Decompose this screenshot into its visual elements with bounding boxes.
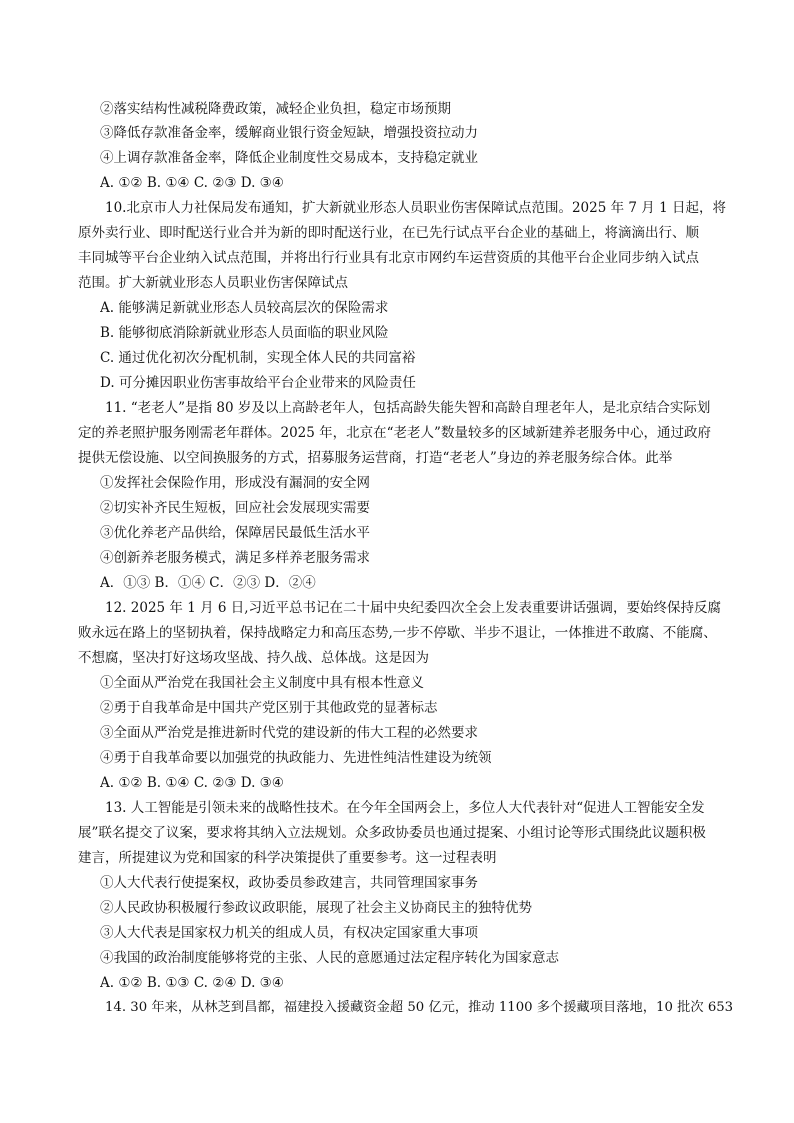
q12-stem-line-1: 12. 2025 年 1 月 6 日,习近平总书记在二十届中央纪委四次全会上发表重要讲话强调，要始终保持反腐 <box>105 600 722 616</box>
q12-item-1: ①全面从严治党在我国社会主义制度中具有根本性意义 <box>100 675 424 691</box>
q9-option-4: ④上调存款准备金率，降低企业制度性交易成本，支持稳定就业 <box>100 150 478 166</box>
q13-item-3: ③人大代表是国家权力机关的组成人员，有权决定国家重大事项 <box>100 925 478 941</box>
q13-stem-line-2: 展”联名提交了议案，要求将其纳入立法规划。众多政协委员也通过提案、小组讨论等形式围绕此议题积极 <box>78 825 706 841</box>
q9-answer-choices: A. ①② B. ①④ C. ②③ D. ③④ <box>100 175 284 191</box>
q11-item-3: ③优化养老产品供给，保障居民最低生活水平 <box>100 525 370 541</box>
q11-stem-line-1: 11. “老老人”是指 80 岁及以上高龄老年人，包括高龄失能失智和高龄自理老年人，是北京结合实际划 <box>105 400 711 416</box>
q11-answer-choices: A．①③ B．①④ C．②③ D．②④ <box>100 575 316 591</box>
q12-item-4: ④勇于自我革命要以加强党的执政能力、先进性纯洁性建设为统领 <box>100 750 492 766</box>
q10-option-b: B. 能够彻底消除新就业形态人员面临的职业风险 <box>100 325 389 341</box>
q11-stem-line-2: 定的养老照护服务刚需老年群体。2025 年，北京在“老老人”数量较多的区域新建养老服务中心，通过政府 <box>78 425 711 441</box>
q12-item-2: ②勇于自我革命是中国共产党区别于其他政党的显著标志 <box>100 700 438 716</box>
q13-item-4: ④我国的政治制度能够将党的主张、人民的意愿通过法定程序转化为国家意志 <box>100 950 559 966</box>
q12-stem-line-2: 败永远在路上的坚韧执着，保持战略定力和高压态势,一步不停歇、半步不退让，一体推进不敢腐、不能腐、 <box>78 625 717 641</box>
q10-stem-line-2: 原外卖行业、即时配送行业合并为新的即时配送行业，在已先行试点平台企业的基础上，将滴滴出行、顺 <box>78 225 699 241</box>
q10-stem-line-1: 10.北京市人力社保局发布通知，扩大新就业形态人员职业伤害保障试点范围。2025 年 7 月 1 日起，将 <box>105 200 726 216</box>
q13-item-1: ①人大代表行使提案权，政协委员参政建言，共同管理国家事务 <box>100 875 478 891</box>
q13-stem-line-1: 13. 人工智能是引领未来的战略性技术。在今年全国两会上，多位人大代表针对“促进人工智能安全发 <box>105 800 705 816</box>
q12-answer-choices: A. ①② B. ①④ C. ②③ D. ③④ <box>100 775 284 791</box>
q13-item-2: ②人民政协积极履行参政议政职能，展现了社会主义协商民主的独特优势 <box>100 900 532 916</box>
q10-stem-line-3: 丰同城等平台企业纳入试点范围，并将出行行业具有北京市网约车运营资质的其他平台企业同步纳入试点 <box>78 250 699 266</box>
q10-option-c: C. 通过优化初次分配机制，实现全体人民的共同富裕 <box>100 350 416 366</box>
q11-item-4: ④创新养老服务模式，满足多样养老服务需求 <box>100 550 370 566</box>
q14-stem-line-1: 14. 30 年来，从林芝到昌都，福建投入援藏资金超 50 亿元，推动 1100 多个援藏项目落地，10 批次 653 <box>105 1000 734 1015</box>
q9-option-2: ②落实结构性减税降费政策，减轻企业负担，稳定市场预期 <box>100 101 451 117</box>
q11-stem-line-3: 提供无偿设施、以空间换服务的方式，招募服务运营商，打造“老老人”身边的养老服务综合体。此举 <box>78 450 673 466</box>
q10-option-a: A. 能够满足新就业形态人员较高层次的保险需求 <box>100 300 389 316</box>
q10-stem-line-4: 范围。扩大新就业形态人员职业伤害保障试点 <box>78 275 348 291</box>
q11-item-1: ①发挥社会保险作用，形成没有漏洞的安全网 <box>100 475 370 491</box>
q12-stem-line-3: 不想腐，坚决打好这场攻坚战、持久战、总体战。这是因为 <box>78 650 429 666</box>
q10-option-d: D. 可分摊因职业伤害事故给平台企业带来的风险责任 <box>100 375 416 391</box>
q12-item-3: ③全面从严治党是推进新时代党的建设新的伟大工程的必然要求 <box>100 725 478 741</box>
q11-item-2: ②切实补齐民生短板，回应社会发展现实需要 <box>100 500 370 516</box>
q9-option-3: ③降低存款准备金率，缓解商业银行资金短缺，增强投资拉动力 <box>100 125 478 141</box>
q13-answer-choices: A. ①② B. ①③ C. ②④ D. ③④ <box>100 975 284 991</box>
q13-stem-line-3: 建言，所提建议为党和国家的科学决策提供了重要参考。这一过程表明 <box>78 850 497 866</box>
